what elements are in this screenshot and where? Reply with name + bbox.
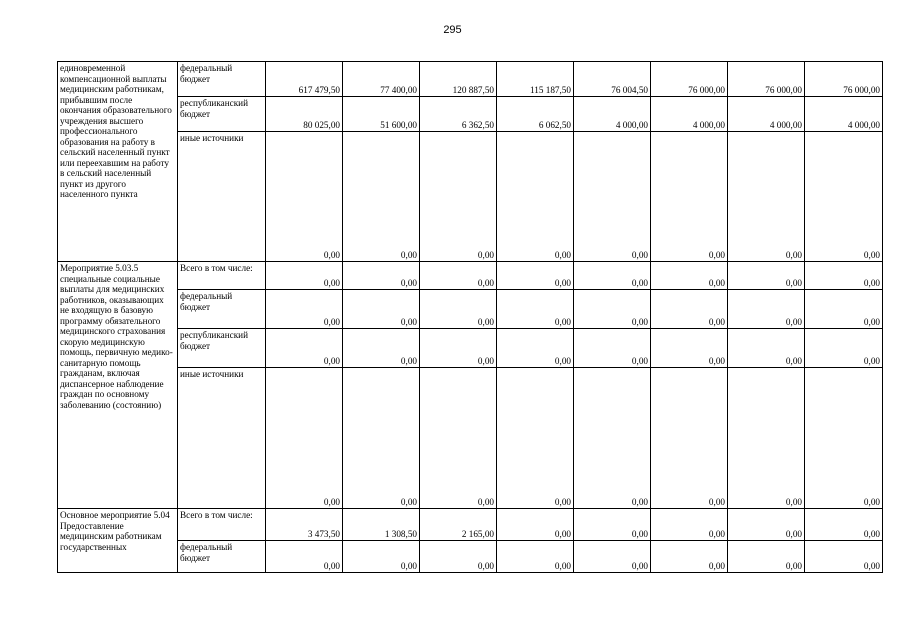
amount-cell: 0,00 xyxy=(574,132,651,262)
amount-cell: 76 000,00 xyxy=(651,62,728,97)
amount-cell: 0,00 xyxy=(805,541,883,573)
amount-cell: 0,00 xyxy=(420,541,497,573)
amount-cell: 0,00 xyxy=(574,290,651,329)
amount-cell: 0,00 xyxy=(497,541,574,573)
amount-cell: 0,00 xyxy=(420,329,497,368)
amount-cell: 0,00 xyxy=(574,509,651,541)
amount-cell: 6 062,50 xyxy=(497,97,574,132)
table-row xyxy=(58,62,883,97)
funding-source-label: республиканский бюджет xyxy=(178,329,266,368)
amount-cell: 0,00 xyxy=(343,290,420,329)
table-row xyxy=(58,262,883,290)
amount-cell: 0,00 xyxy=(651,329,728,368)
activity-description: Основное мероприятие 5.04 Предоставление медицинским работникам государственных xyxy=(58,509,178,573)
amount-cell: 0,00 xyxy=(651,541,728,573)
page-number: 295 xyxy=(443,24,462,36)
amount-cell: 0,00 xyxy=(266,368,343,509)
amount-cell: 0,00 xyxy=(420,262,497,290)
amount-cell: 0,00 xyxy=(266,541,343,573)
amount-cell: 0,00 xyxy=(497,509,574,541)
amount-cell: 80 025,00 xyxy=(266,97,343,132)
amount-cell: 0,00 xyxy=(728,262,805,290)
amount-cell: 0,00 xyxy=(651,509,728,541)
amount-cell: 0,00 xyxy=(805,509,883,541)
amount-cell: 0,00 xyxy=(728,290,805,329)
amount-cell: 0,00 xyxy=(728,132,805,262)
amount-cell: 0,00 xyxy=(266,262,343,290)
table-row xyxy=(58,541,883,573)
table-row xyxy=(58,132,883,262)
amount-cell: 0,00 xyxy=(728,368,805,509)
activity-description: единовременной компенсационной выплаты медицинским работникам, прибывшим после окончания образовательного учреждения высшего профессионального образования на работу в сельский населенный пункт или переехавшим на работу в сельский населенный пункт из другого населенного пункта xyxy=(58,62,178,262)
table-row xyxy=(58,509,883,541)
amount-cell: 77 400,00 xyxy=(343,62,420,97)
amount-cell: 0,00 xyxy=(805,262,883,290)
amount-cell: 3 473,50 xyxy=(266,509,343,541)
amount-cell: 0,00 xyxy=(343,132,420,262)
amount-cell: 0,00 xyxy=(497,290,574,329)
amount-cell: 0,00 xyxy=(574,329,651,368)
amount-cell: 0,00 xyxy=(728,329,805,368)
funding-source-label: федеральный бюджет xyxy=(178,290,266,329)
funding-source-label: Всего в том числе: xyxy=(178,509,266,541)
funding-source-label: иные источники xyxy=(178,132,266,262)
activity-description: Мероприятие 5.03.5 специальные социальные выплаты для медицинских работников, оказывающих не входящую в базовую программу обязательного медицинского страхования скорую медицинскую помощь, первичную медико-санитарную помощь гражданам, включая диспансерное наблюдение граждан по основному заболеванию (состоянию) xyxy=(58,262,178,509)
amount-cell: 0,00 xyxy=(728,541,805,573)
funding-source-label: федеральный бюджет xyxy=(178,541,266,573)
amount-cell: 76 004,50 xyxy=(574,62,651,97)
amount-cell: 0,00 xyxy=(728,509,805,541)
amount-cell: 0,00 xyxy=(343,329,420,368)
amount-cell: 2 165,00 xyxy=(420,509,497,541)
funding-source-label: федеральный бюджет xyxy=(178,62,266,97)
amount-cell: 0,00 xyxy=(805,329,883,368)
amount-cell: 4 000,00 xyxy=(651,97,728,132)
amount-cell: 0,00 xyxy=(266,329,343,368)
amount-cell: 0,00 xyxy=(497,329,574,368)
table-row xyxy=(58,97,883,132)
amount-cell: 0,00 xyxy=(420,368,497,509)
amount-cell: 51 600,00 xyxy=(343,97,420,132)
amount-cell: 0,00 xyxy=(805,132,883,262)
amount-cell: 6 362,50 xyxy=(420,97,497,132)
amount-cell: 76 000,00 xyxy=(805,62,883,97)
amount-cell: 4 000,00 xyxy=(574,97,651,132)
amount-cell: 0,00 xyxy=(420,132,497,262)
budget-table xyxy=(57,61,883,573)
amount-cell: 0,00 xyxy=(343,368,420,509)
amount-cell: 0,00 xyxy=(651,132,728,262)
amount-cell: 4 000,00 xyxy=(728,97,805,132)
amount-cell: 617 479,50 xyxy=(266,62,343,97)
amount-cell: 1 308,50 xyxy=(343,509,420,541)
amount-cell: 120 887,50 xyxy=(420,62,497,97)
amount-cell: 0,00 xyxy=(420,290,497,329)
funding-source-label: республиканский бюджет xyxy=(178,97,266,132)
amount-cell: 0,00 xyxy=(497,132,574,262)
amount-cell: 0,00 xyxy=(805,290,883,329)
amount-cell: 0,00 xyxy=(343,541,420,573)
table-row xyxy=(58,368,883,509)
table-row xyxy=(58,290,883,329)
amount-cell: 76 000,00 xyxy=(728,62,805,97)
amount-cell: 115 187,50 xyxy=(497,62,574,97)
amount-cell: 0,00 xyxy=(805,368,883,509)
funding-source-label: иные источники xyxy=(178,368,266,509)
amount-cell: 0,00 xyxy=(266,132,343,262)
amount-cell: 0,00 xyxy=(651,368,728,509)
amount-cell: 0,00 xyxy=(497,262,574,290)
amount-cell: 0,00 xyxy=(343,262,420,290)
amount-cell: 0,00 xyxy=(651,290,728,329)
amount-cell: 0,00 xyxy=(574,541,651,573)
amount-cell: 0,00 xyxy=(574,262,651,290)
funding-source-label: Всего в том числе: xyxy=(178,262,266,290)
amount-cell: 0,00 xyxy=(651,262,728,290)
amount-cell: 0,00 xyxy=(266,290,343,329)
amount-cell: 0,00 xyxy=(574,368,651,509)
amount-cell: 4 000,00 xyxy=(805,97,883,132)
amount-cell: 0,00 xyxy=(497,368,574,509)
table-row xyxy=(58,329,883,368)
